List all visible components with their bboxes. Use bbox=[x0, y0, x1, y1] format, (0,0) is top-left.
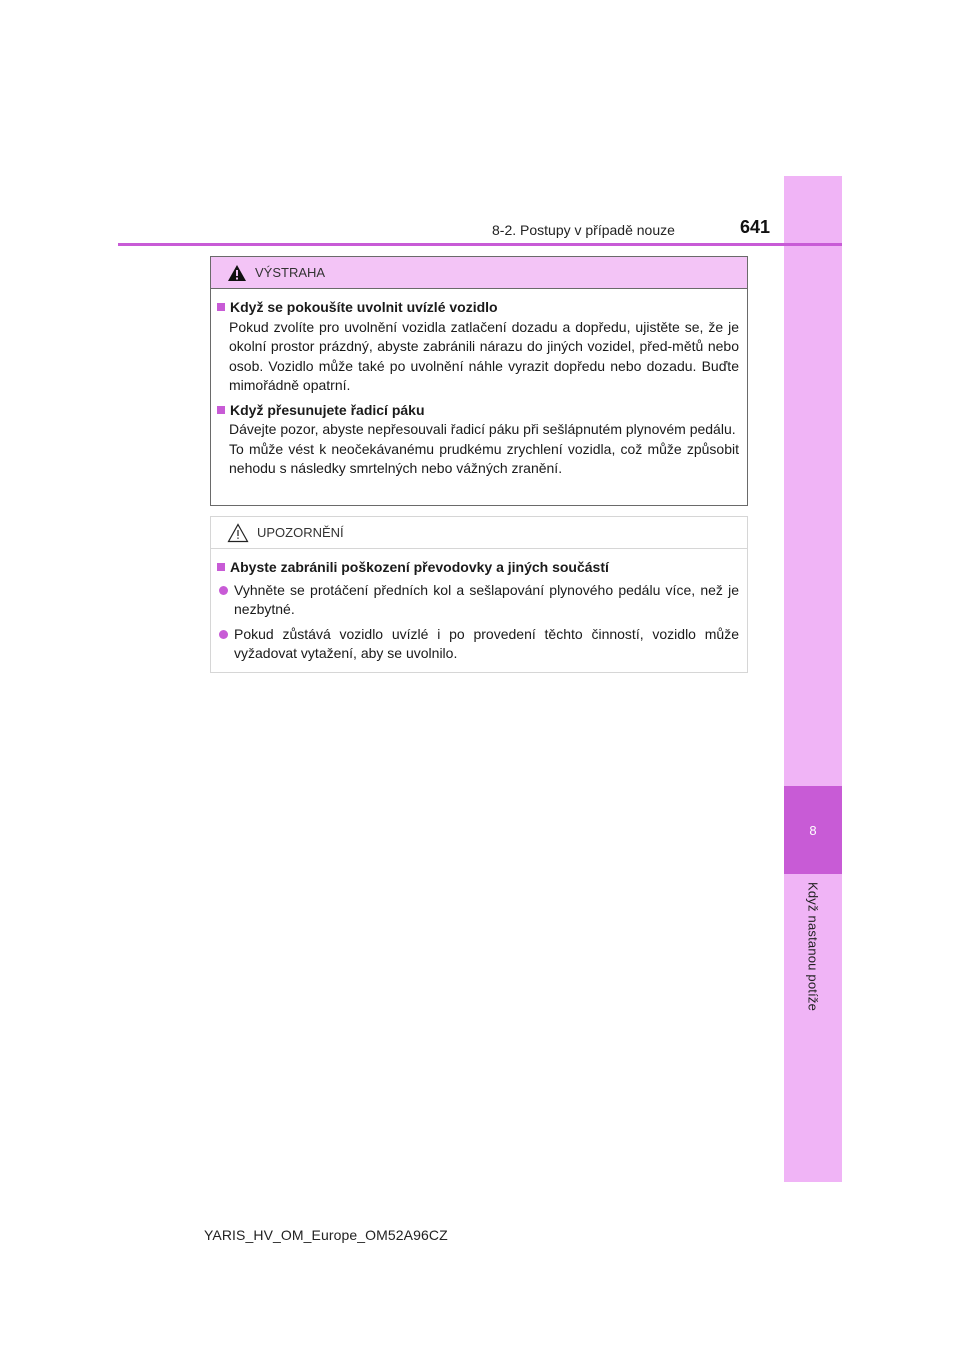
warning-item-title bbox=[217, 298, 739, 318]
warning-triangle-filled-icon bbox=[227, 264, 247, 282]
warning-header bbox=[211, 257, 747, 289]
caution-item-title bbox=[217, 558, 739, 578]
square-bullet-icon bbox=[217, 563, 225, 571]
warning-item-2-text-1: Dávejte pozor, abyste nepřesouvali řadicí páku při sešlápnutém plynovém pedálu. bbox=[229, 421, 736, 437]
caution-bullet-2: Pokud zůstává vozidlo uvízlé i po provedení těchto činností, vozidlo může vyžadovat vytažení, aby se uvolnilo. bbox=[234, 625, 739, 661]
caution-title: UPOZORNĚNÍ bbox=[257, 525, 344, 540]
caution-box bbox=[210, 516, 748, 673]
warning-item-title bbox=[217, 401, 739, 421]
circle-bullet-icon bbox=[219, 630, 228, 639]
caution-item-title-text: Abyste zabránili poškození převodovky a jiných součástí bbox=[230, 559, 609, 575]
square-bullet-icon bbox=[217, 406, 225, 414]
warning-item-2-text-2: To může vést k neočekávanému prudkému zrychlení vozidla, což může způsobit nehodu s následky smrtelných nebo vážných zranění. bbox=[229, 440, 739, 476]
warning-item-1-title: Když se pokoušíte uvolnit uvízlé vozidlo bbox=[230, 299, 498, 315]
circle-bullet-icon bbox=[219, 586, 228, 595]
list-item bbox=[217, 581, 739, 620]
warning-title: VÝSTRAHA bbox=[255, 265, 326, 280]
list-item bbox=[217, 625, 739, 664]
document-code: YARIS_HV_OM_Europe_OM52A96CZ bbox=[204, 1227, 448, 1243]
chapter-side-tab bbox=[784, 176, 842, 1182]
caution-triangle-outline-icon bbox=[227, 523, 249, 543]
warning-box bbox=[210, 256, 748, 506]
header-divider bbox=[118, 243, 842, 246]
chapter-number-tab[interactable] bbox=[784, 786, 842, 874]
section-title: 8-2. Postupy v případě nouze bbox=[492, 222, 675, 238]
square-bullet-icon bbox=[217, 303, 225, 311]
warning-item-1-text: Pokud zvolíte pro uvolnění vozidla zatlačení dozadu a dopředu, ujistěte se, že je okolní prostor prázdný, abyste zabránili nárazu do jiných vozidel, před-mětů nebo osob. Vozidlo může také po uvolnění náhle vyrazit dopředu nebo dozadu. Buďte mimořádně opatrní. bbox=[229, 318, 739, 393]
warning-item-2-title: Když přesunujete řadicí páku bbox=[230, 401, 425, 418]
caution-header bbox=[211, 517, 747, 549]
page-number: 641 bbox=[740, 217, 771, 237]
caution-bullet-1: Vyhněte se protáčení předních kol a sešlapování plynového pedálu více, než je nezbytné. bbox=[234, 581, 739, 617]
chapter-label: Když nastanou potíže bbox=[805, 882, 821, 1012]
warning-body bbox=[211, 289, 747, 479]
chapter-number: 8 bbox=[809, 822, 817, 838]
caution-body bbox=[211, 549, 747, 664]
